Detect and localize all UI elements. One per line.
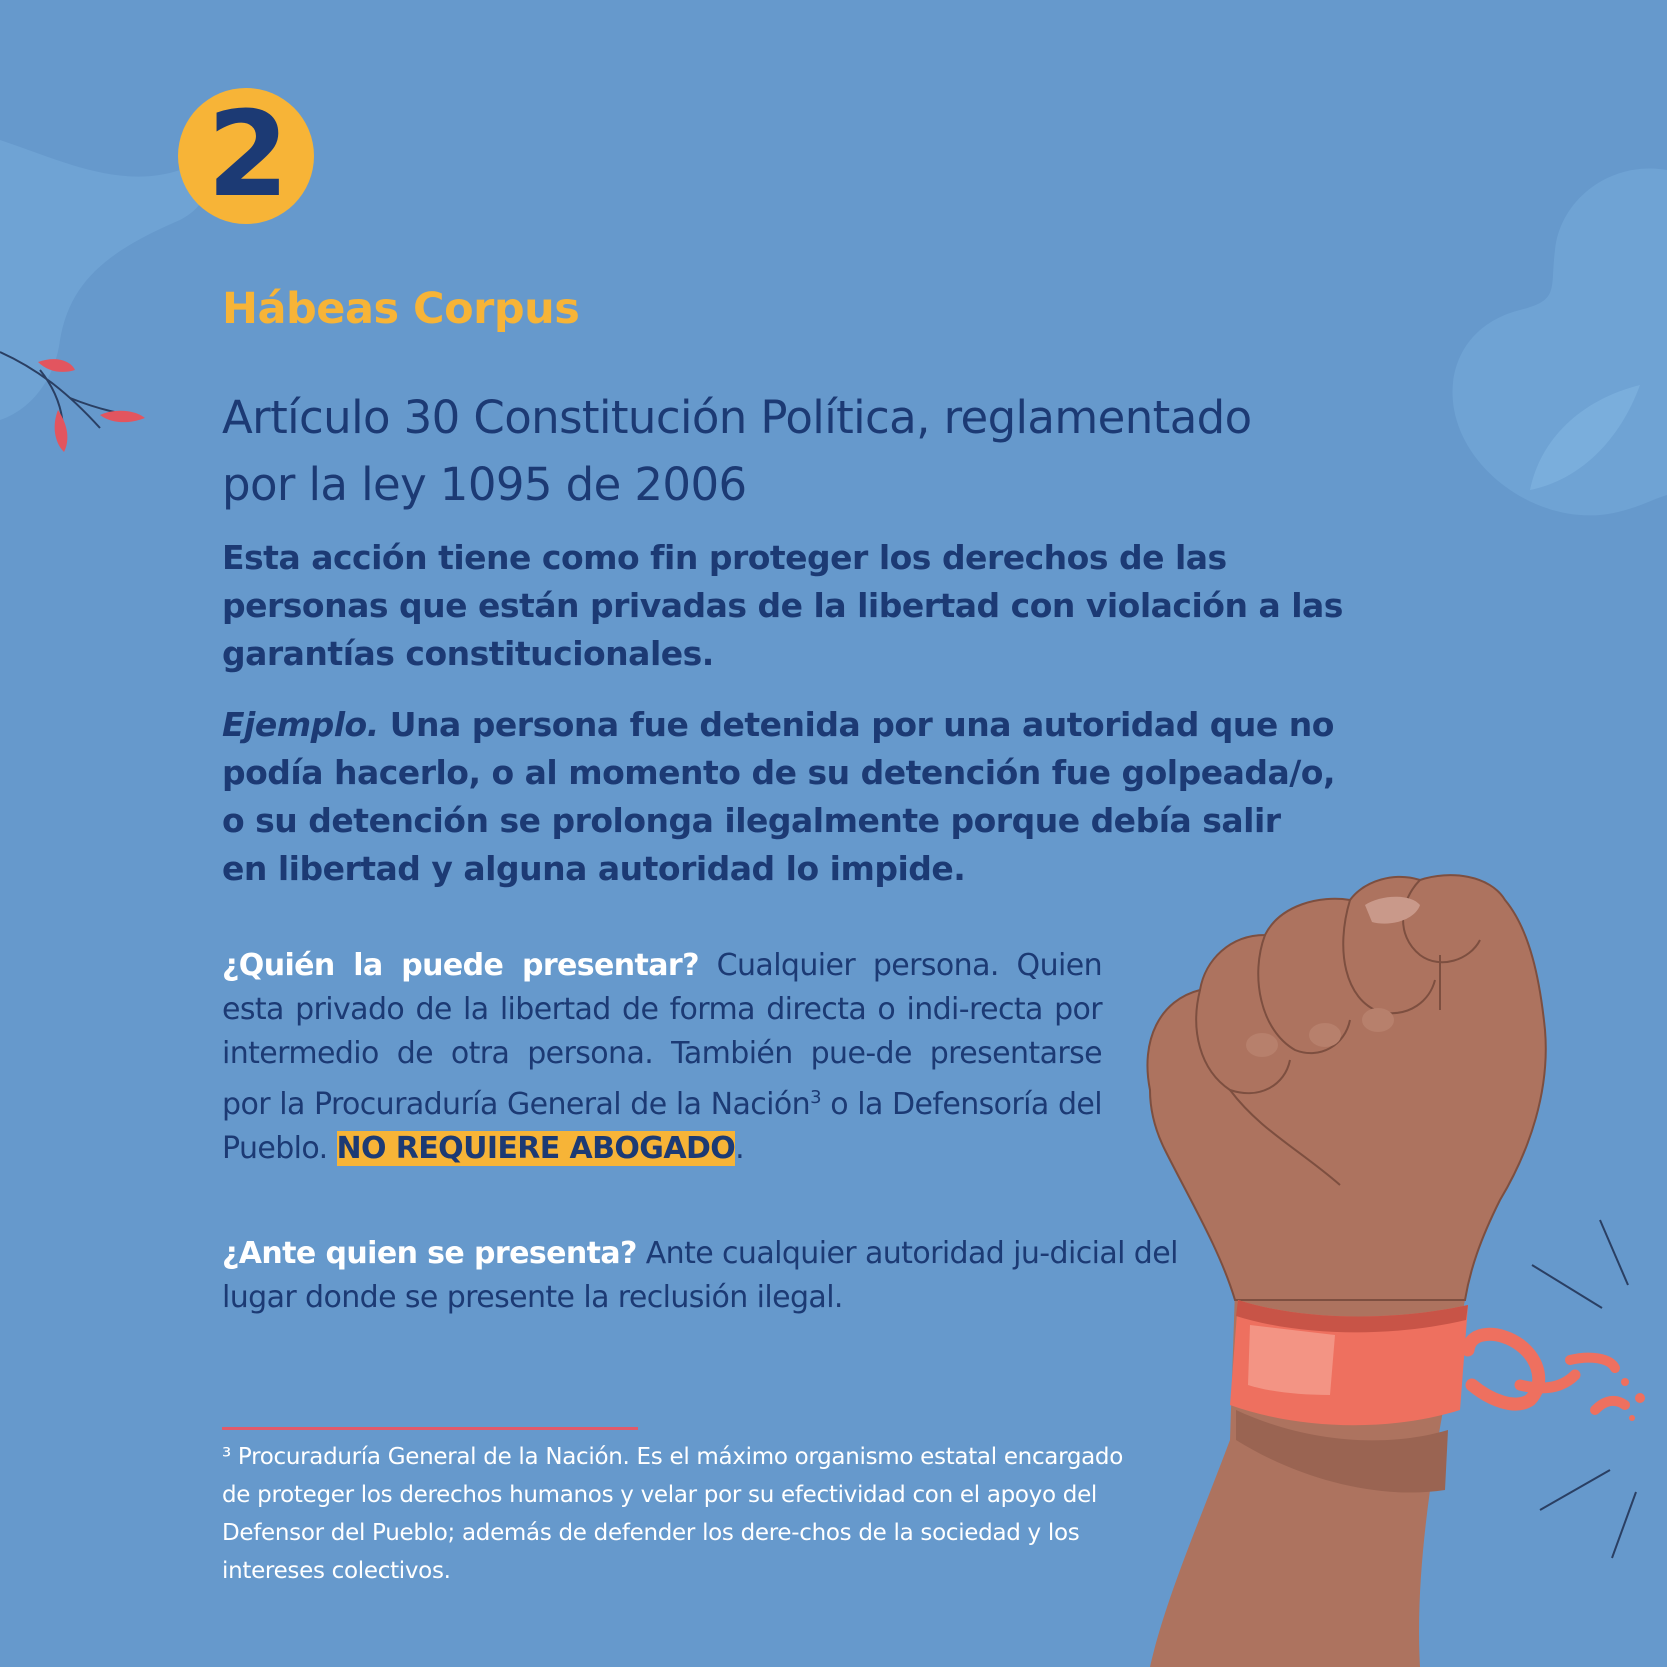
who-answer-tail: o la Defensoría del Pueblo. — [222, 1087, 1102, 1166]
who-question: ¿Quién la puede presentar? — [222, 948, 699, 983]
where-question: ¿Ante quien se presenta? — [222, 1236, 637, 1271]
example-line-3: o su detención se prolonga ilegalmente porque debía salir — [222, 801, 1281, 840]
legal-reference-line-1: Artículo 30 Constitución Política, reglamentado — [222, 391, 1252, 444]
description-line-2: personas que están privadas de la libertad con violación a las — [222, 586, 1343, 625]
description-line-3: garantías constitucionales. — [222, 634, 714, 673]
footnote-text: Procuraduría General de la Nación. Es el máximo organismo estatal encargado de proteger los derechos humanos y velar por su efectividad con el apoyo del Defensor del Pueblo; además de defender los dere-chos de la sociedad y los intereses colectivos. — [222, 1444, 1124, 1584]
example-line-1: Una persona fue detenida por una autoridad que no — [378, 705, 1334, 744]
page-title: Hábeas Corpus — [222, 284, 580, 334]
who-end: . — [735, 1131, 745, 1166]
who-answer: Cualquier persona. Quien esta privado de la libertad de forma directa o indi-recta por intermedio de otra persona. También pue-de presentarse por la Procuraduría General de la Nación — [222, 948, 1102, 1122]
step-number: 2 — [206, 85, 286, 223]
legal-reference-line-2: por la ley 1095 de 2006 — [222, 458, 747, 511]
footnote-reference: 3 — [810, 1087, 821, 1108]
no-lawyer-highlight: NO REQUIERE ABOGADO — [336, 1131, 736, 1166]
where-answer: Ante cualquier autoridad ju-dicial del lugar donde se presente la reclusión ilegal. — [222, 1236, 1178, 1315]
description-line-1: Esta acción tiene como fin proteger los derechos de las — [222, 538, 1227, 577]
footnote-marker: ³ — [222, 1444, 231, 1470]
example-label: Ejemplo. — [222, 705, 379, 744]
example-line-2: podía hacerlo, o al momento de su detención fue golpeada/o, — [222, 753, 1335, 792]
example-line-4: en libertad y alguna autoridad lo impide. — [222, 849, 966, 888]
